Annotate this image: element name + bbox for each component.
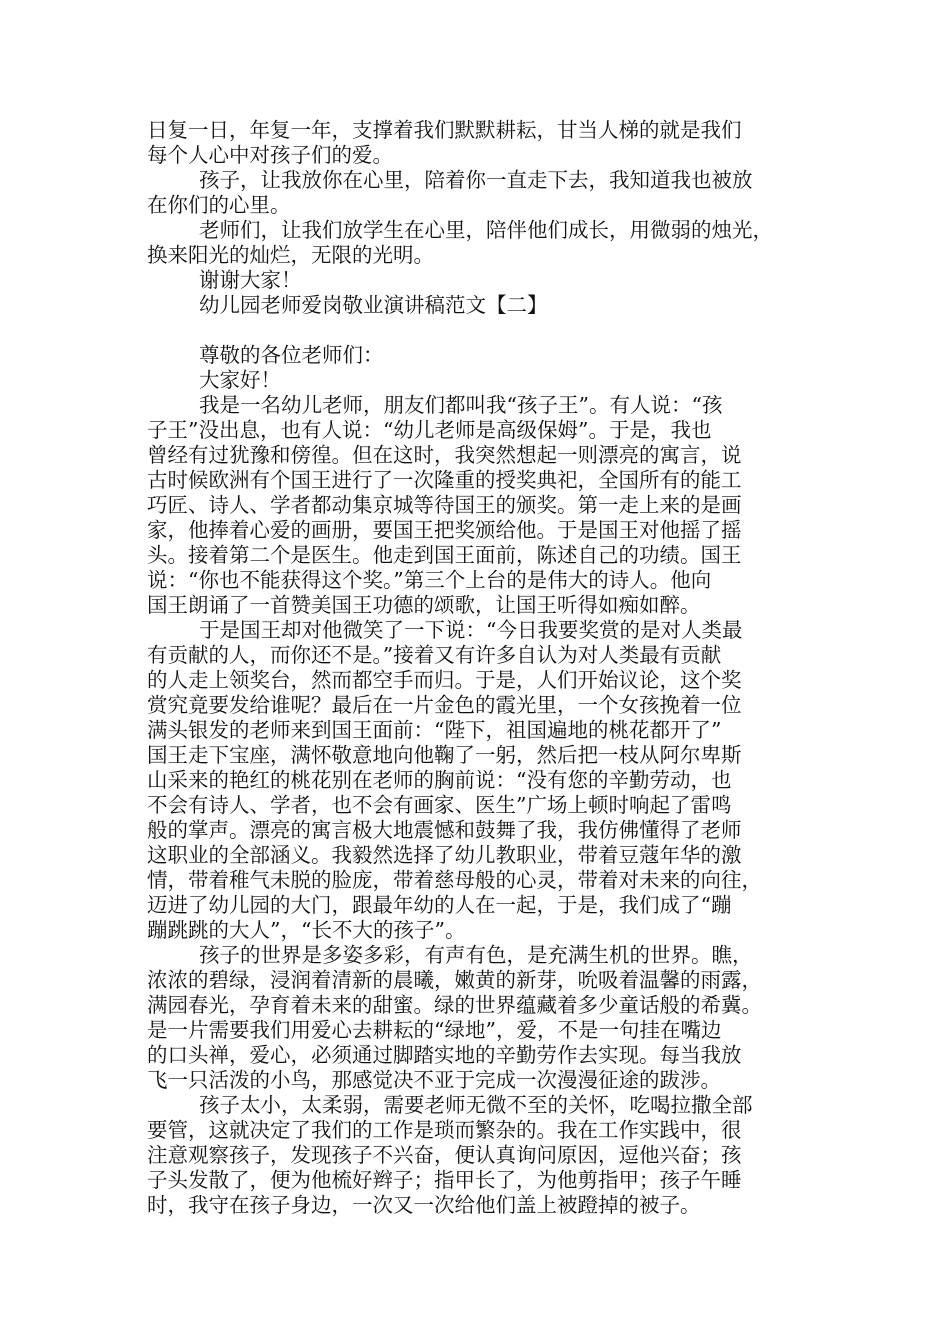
paragraph-love-closing [147, 118, 805, 168]
text-line: 满头银发的老师来到国王面前：“陛下，祖国遍地的桃花都开了” [147, 718, 722, 742]
text-line: 在你们的心里。 [147, 193, 291, 217]
text-line: 子王”没出息，也有人说：“幼儿老师是高级保姆”。于是，我也 [147, 418, 712, 442]
text-line: 巧匠、诗人、学者都动集京城等待国王的颁奖。第一走上来的是画 [147, 493, 742, 517]
text-line: 不会有诗人、学者，也不会有画家、医生”广场上顿时响起了雷鸣 [147, 793, 732, 817]
text-line: 的人走上领奖台，然而都空手而归。于是，人们开始议论，这个奖 [147, 668, 742, 692]
text-line: 子头发散了，便为他梳好辫子；指甲长了，为他剪指甲；孩子午睡 [147, 1168, 742, 1192]
text-line: 尊敬的各位老师们： [199, 343, 384, 367]
text-line: 迈进了幼儿园的大门，跟最年幼的人在一起，于是，我们成了“蹦 [147, 893, 732, 917]
paragraph-daily-care [147, 1093, 805, 1218]
text-line: 每个人心中对孩子们的爱。 [147, 143, 393, 167]
paragraph-greeting [147, 368, 805, 393]
text-line: 头。接着第二个是医生。他走到国王面前，陈述自己的功绩。国王 [147, 543, 742, 567]
text-line: 大家好！ [199, 368, 281, 392]
text-line: 我是一名幼儿老师，朋友们都叫我“孩子王”。有人说：“孩 [199, 393, 723, 417]
section-heading: 幼儿园老师爱岗敬业演讲稿范文【二】 [199, 293, 548, 317]
text-line: 有贡献的人，而你还不是。”接着又有许多自认为对人类最有贡献 [147, 643, 722, 667]
paragraph-children-in-heart [147, 168, 805, 218]
text-line: 孩子太小，太柔弱，需要老师无微不至的关怀，吃喝拉撒全部 [199, 1093, 753, 1117]
text-line: 于是国王却对他微笑了一下说：“今日我要奖赏的是对人类最 [199, 618, 743, 642]
paragraph-fable-ending [147, 618, 805, 943]
text-line: 国王朗诵了一首赞美国王功德的颂歌，让国王听得如痴如醉。 [147, 593, 701, 617]
text-line: 曾经有过犹豫和傍徨。但在这时，我突然想起一则漂亮的寓言，说 [147, 443, 742, 467]
text-line: 家，他捧着心爱的画册，要国王把奖颁给他。于是国王对他摇了摇 [147, 518, 742, 542]
text-line: 这职业的全部涵义。我毅然选择了幼儿教职业，带着豆蔻年华的激 [147, 843, 742, 867]
text-line: 注意观察孩子，发现孩子不兴奋，便认真询问原因，逗他兴奋；孩 [147, 1143, 742, 1167]
text-line: 赏究竟要发给谁呢？最后在一片金色的霞光里，一个女孩挽着一位 [147, 693, 742, 717]
text-line: 飞一只活泼的小鸟，那感觉决不亚于完成一次漫漫征途的跋涉。 [147, 1068, 721, 1092]
text-line: 孩子，让我放你在心里，陪着你一直走下去，我知道我也被放 [199, 168, 753, 192]
text-line: 古时候欧洲有个国王进行了一次隆重的授奖典祀，全国所有的能工 [147, 468, 742, 492]
document-page [147, 118, 805, 1218]
text-line: 国王走下宝座，满怀敬意地向他鞠了一躬，然后把一枝从阿尔卑斯 [147, 743, 742, 767]
paragraph-thanks [147, 268, 805, 293]
text-line: 是一片需要我们用爱心去耕耘的“绿地”，爱，不是一句挂在嘴边 [147, 1018, 722, 1042]
paragraph-teachers-appeal [147, 218, 805, 268]
text-line: 要管，这就决定了我们的工作是琐而繁杂的。我在工作实践中，很 [147, 1118, 742, 1142]
text-line: 孩子的世界是多姿多彩，有声有色，是充满生机的世界。瞧， [199, 943, 753, 967]
text-line: 山采来的艳红的桃花别在老师的胸前说：“没有您的辛勤劳动，也 [147, 768, 732, 792]
text-line: 日复一日，年复一年，支撑着我们默默耕耘，甘当人梯的就是我们 [147, 118, 742, 142]
text-line: 蹦跳跳的大人”，“长不大的孩子”。 [147, 918, 466, 942]
text-line: 说：“你也不能获得这个奖。”第三个上台的是伟大的诗人。他向 [147, 568, 712, 592]
text-line: 老师们，让我们放学生在心里，陪伴他们成长，用微弱的烛光， [199, 218, 773, 242]
text-line: 满园春光，孕育着未来的甜蜜。绿的世界蕴藏着多少童话般的希冀。 [147, 993, 762, 1017]
section-title [147, 293, 805, 318]
paragraph-fable-intro [147, 393, 805, 618]
paragraph-salutation [147, 343, 805, 368]
text-line: 谢谢大家！ [199, 268, 302, 292]
text-line: 的口头禅，爱心，必须通过脚踏实地的辛勤劳作去实现。每当我放 [147, 1043, 742, 1067]
text-line: 换来阳光的灿烂，无限的光明。 [147, 243, 434, 267]
paragraph-children-world [147, 943, 805, 1093]
text-line: 情，带着稚气未脱的脸庞，带着慈母般的心灵，带着对未来的向往， [147, 868, 762, 892]
text-line: 时，我守在孩子身边，一次又一次给他们盖上被蹬掉的被子。 [147, 1193, 701, 1217]
text-line: 浓浓的碧绿，浸润着清新的晨曦，嫩黄的新芽，吮吸着温馨的雨露， [147, 968, 762, 992]
blank-line [147, 318, 805, 343]
text-line: 般的掌声。漂亮的寓言极大地震憾和鼓舞了我，我仿佛懂得了老师 [147, 818, 742, 842]
